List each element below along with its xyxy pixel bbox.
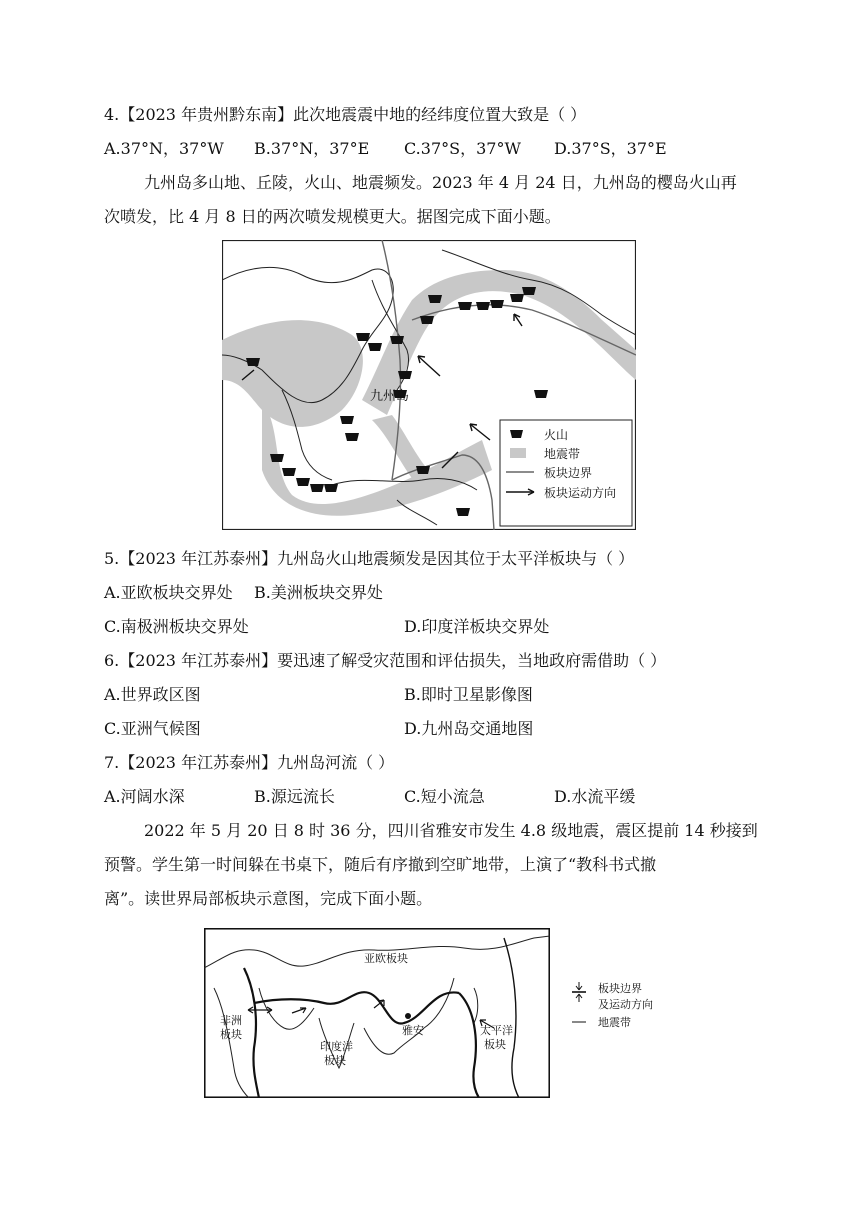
- legend2-line2: 及运动方向: [598, 998, 653, 1011]
- q7-option-b: B.源远流长: [254, 787, 335, 806]
- label-indian-plate-1: 印度洋: [320, 1040, 353, 1053]
- passage1-line2: 次喷发，比 4 月 8 日的两次喷发规模更大。据图完成下面小题。: [104, 207, 561, 226]
- q7-option-d: D.水流平缓: [554, 787, 636, 806]
- q6-option-c: C.亚洲气候图: [104, 719, 201, 738]
- label-kyushu: 九州岛: [370, 389, 410, 404]
- volcano-icon: [510, 294, 524, 302]
- volcano-icon: [398, 371, 412, 379]
- legend-quake-belt-swatch: [510, 448, 526, 458]
- passage1-line1: 九州岛多山地、丘陵，火山、地震频发。2023 年 4 月 24 日，九州岛的樱岛火山再: [144, 173, 737, 192]
- q5-option-c: C.南极洲板块交界处: [104, 617, 249, 636]
- volcano-icon: [296, 478, 310, 486]
- volcano-icon: [416, 466, 430, 474]
- q7-option-a: A.河阔水深: [104, 787, 185, 806]
- label-eurasian-plate: 亚欧板块: [364, 952, 408, 965]
- legend-arrow-up-icon: [576, 994, 582, 1002]
- q5-option-d: D.印度洋板块交界处: [404, 617, 550, 636]
- legend-quake-belt-label: 地震带: [544, 447, 581, 461]
- volcano-icon: [490, 300, 504, 308]
- legend2-line1: 板块边界: [598, 982, 642, 995]
- q6-option-b: B.即时卫星影像图: [404, 685, 533, 704]
- volcano-icon: [270, 454, 284, 462]
- volcano-icon: [282, 468, 296, 476]
- label-pacific-plate-1: 太平洋: [480, 1024, 513, 1037]
- q5-option-b: B.美洲板块交界处: [254, 583, 383, 602]
- q6-option-d: D.九州岛交通地图: [404, 719, 534, 738]
- volcano-icon: [246, 358, 260, 366]
- volcano-icon: [456, 508, 470, 516]
- q4-stem: 4.【2023 年贵州黔东南】此次地震震中地的经纬度位置大致是（ ）: [104, 105, 587, 124]
- volcano-icon: [534, 390, 548, 398]
- volcano-icon: [345, 433, 359, 441]
- volcano-icon: [420, 316, 434, 324]
- volcano-icon: [390, 336, 404, 344]
- q4-option-d: D.37°S，37°E: [554, 139, 667, 158]
- legend-arrow-down-icon: [576, 982, 582, 990]
- label-african-plate-2: 板块: [220, 1028, 242, 1041]
- legend-volcano-label: 火山: [544, 428, 569, 442]
- label-pacific-plate-2: 板块: [484, 1038, 506, 1051]
- legend2-line3: 地震带: [598, 1016, 631, 1029]
- q5-option-a: A.亚欧板块交界处: [104, 583, 233, 602]
- volcano-icon: [356, 333, 370, 341]
- legend-plate-boundary-label: 板块边界: [544, 466, 593, 480]
- volcano-icon: [310, 484, 324, 492]
- volcano-icon: [368, 343, 382, 351]
- volcano-icon: [340, 416, 354, 424]
- label-indian-plate-2: 板块: [324, 1054, 346, 1067]
- volcano-icon: [324, 484, 338, 492]
- q4-option-b: B.37°N，37°E: [254, 139, 370, 158]
- map-kyushu-pacific: [222, 240, 636, 530]
- label-african-plate-1: 非洲: [220, 1014, 242, 1027]
- volcano-icon: [458, 302, 472, 310]
- passage2-line3: 离”。读世界局部板块示意图，完成下面小题。: [104, 889, 433, 908]
- q7-option-c: C.短小流急: [404, 787, 485, 806]
- q4-option-c: C.37°S，37°W: [404, 139, 521, 158]
- q4-option-a: A.37°N，37°W: [104, 139, 224, 158]
- q6-option-a: A.世界政区图: [104, 685, 201, 704]
- yaan-marker: [405, 1013, 411, 1019]
- legend-volcano-icon: [510, 430, 523, 438]
- q7-stem: 7.【2023 年江苏泰州】九州岛河流（ ）: [104, 753, 395, 772]
- volcano-icon: [476, 302, 490, 310]
- volcano-icon: [428, 295, 442, 303]
- map-world-plates: [204, 928, 550, 1098]
- q5-stem: 5.【2023 年江苏泰州】九州岛火山地震频发是因其位于太平洋板块与（ ）: [104, 549, 635, 568]
- legend-plate-motion-label: 板块运动方向: [544, 486, 617, 500]
- volcano-icon: [522, 287, 536, 295]
- passage2-line1: 2022 年 5 月 20 日 8 时 36 分，四川省雅安市发生 4.8 级地震，震区提前 14 秒接到: [144, 821, 758, 840]
- q6-stem: 6.【2023 年江苏泰州】要迅速了解受灾范围和评估损失，当地政府需借助（ ）: [104, 651, 667, 670]
- label-yaan: 雅安: [402, 1024, 424, 1037]
- passage2-line2: 预警。学生第一时间躲在书桌下，随后有序撤到空旷地带，上演了“教科书式撤: [104, 855, 657, 874]
- map2-legend: [568, 980, 678, 1040]
